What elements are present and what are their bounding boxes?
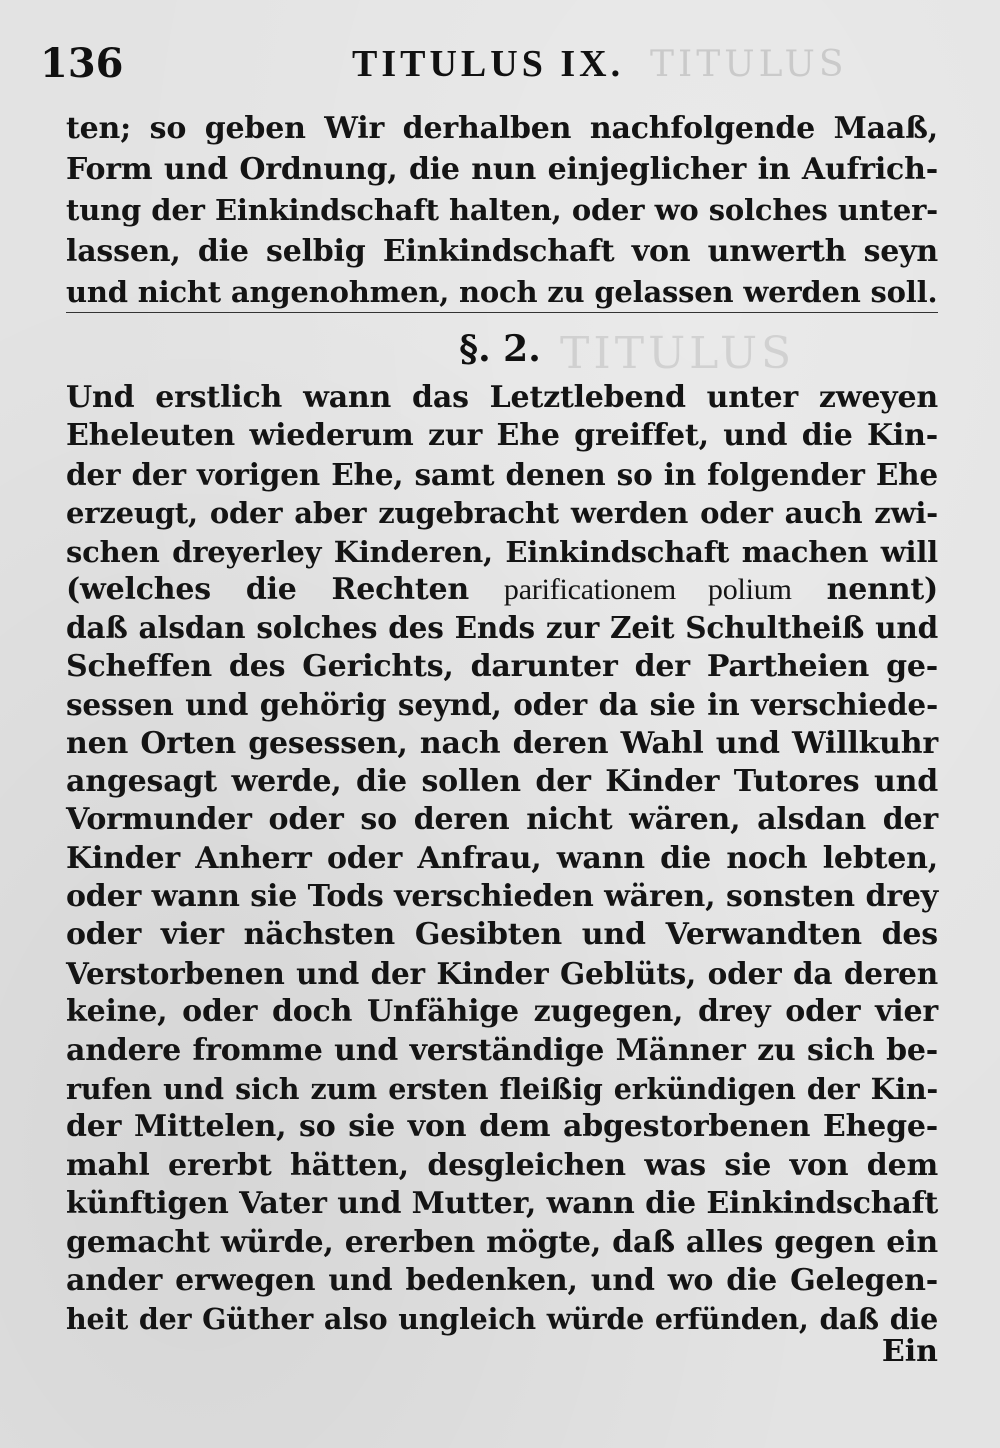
text-line: gemacht würde, ererben mögte, daß alles gegen ein: [66, 1224, 938, 1260]
paragraph-continued: [66, 108, 938, 313]
text-line: rufen und sich zum ersten fleißig erkündigen der Kin-: [66, 1072, 938, 1107]
text-line: Vormunder oder so deren nicht wären, alsdan der: [66, 802, 938, 838]
text-line: angesagt werde, die sollen der Kinder Tutores und: [66, 763, 938, 799]
section-heading: §. 2.: [459, 328, 541, 370]
text-line: daß alsdan solches des Ends zur Zeit Schultheiß und: [66, 610, 938, 646]
text-line: ander erwegen und bedenken, und wo die Gelegen-: [66, 1262, 938, 1298]
text-line: sessen und gehörig seynd, oder da sie in verschiede-: [66, 687, 938, 723]
text-line: künftigen Vater und Mutter, wann die Einkindschaft: [66, 1186, 938, 1222]
text-line: oder vier nächsten Gesibten und Verwandten des: [66, 917, 938, 953]
catchword: Ein: [881, 1334, 938, 1369]
text-line: andere fromme und verständige Männer zu sich be-: [66, 1032, 938, 1068]
text-line: oder wann sie Tods verschieden wären, sonsten drey: [66, 879, 938, 915]
text-line: erzeugt, oder aber zugebracht werden oder auch zwi-: [66, 496, 938, 531]
text-line: Verstorbenen und der Kinder Geblüts, oder da deren: [66, 955, 938, 991]
bleed-through-section-heading: TITULUS: [560, 328, 796, 379]
text-line: Scheffen des Gerichts, darunter der Partheien ge-: [66, 648, 938, 684]
text-line: (welches die Rechten parificationem polium nennt): [66, 571, 938, 607]
paragraph-section-2: [66, 379, 938, 1339]
text-line: der Mittelen, so sie von dem abgestorbenen Ehege-: [66, 1109, 938, 1145]
text-line: Form und Ordnung, die nun einjeglicher in Aufrich-: [66, 152, 938, 187]
text-line: mahl ererbt hätten, desgleichen was sie von dem: [66, 1147, 938, 1183]
text-line: lassen, die selbig Einkindschaft von unwerth seyn: [66, 234, 938, 269]
text-line: und nicht angenohmen, noch zu gelassen werden soll.: [66, 275, 938, 309]
latin-term: parificationem polium: [503, 572, 792, 606]
text-line: nen Orten gesessen, nach deren Wahl und Willkuhr: [66, 725, 938, 761]
text-line: der der vorigen Ehe, samt denen so in folgender Ehe: [66, 456, 938, 492]
section-divider: [66, 312, 938, 313]
bleed-through-heading: TITULUS: [650, 44, 848, 85]
chapter-title: TITULUS IX.: [352, 43, 625, 85]
text-line: keine, oder doch Unfähige zugegen, drey oder vier: [66, 994, 938, 1030]
text-line: ten; so geben Wir derhalben nachfolgende Maaß,: [66, 111, 938, 146]
text-line: schen dreyerley Kinderen, Einkindschaft machen will: [66, 534, 938, 569]
page-number: 136: [40, 40, 124, 87]
text-line: tung der Einkindschaft halten, oder wo solches unter-: [66, 193, 938, 227]
text-line: Eheleuten wiederum zur Ehe greiffet, und die Kin-: [66, 418, 938, 454]
running-head: [40, 40, 960, 90]
text-line: heit der Güther also ungleich würde erfünden, daß die: [66, 1302, 938, 1337]
text-line: Und erstlich wann das Letztlebend unter zweyen: [66, 380, 938, 415]
text-line: Kinder Anherr oder Anfrau, wann die noch lebten,: [66, 840, 938, 876]
